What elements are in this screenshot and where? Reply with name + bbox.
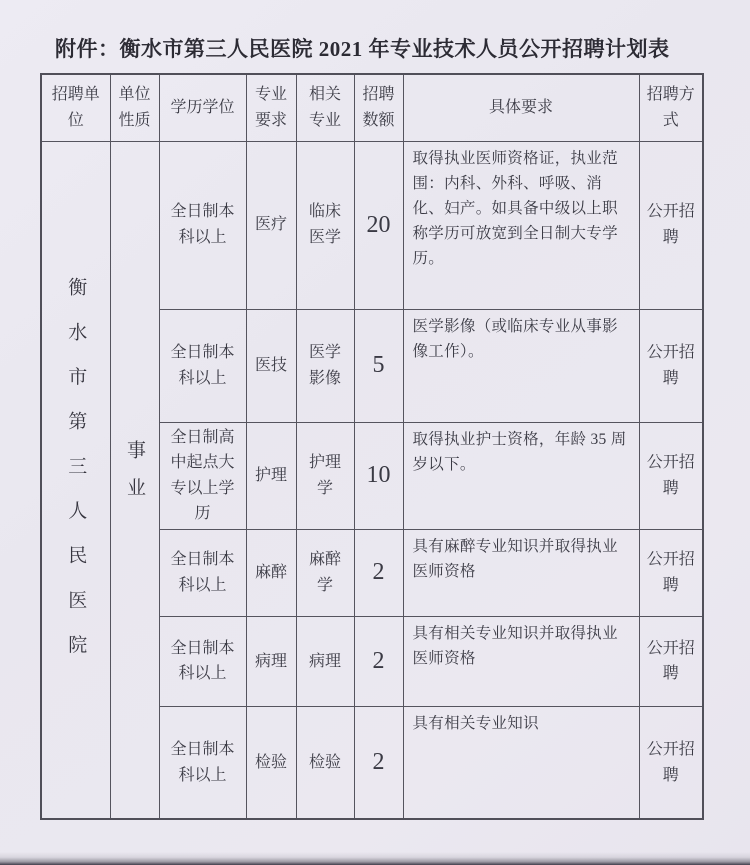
table-header-row (41, 74, 703, 141)
specialty-cell: 检验 (246, 706, 296, 819)
method-cell: 公开招聘 (639, 309, 703, 422)
unit-nature-cell (110, 141, 159, 819)
header-related-major: 相关专业 (296, 74, 354, 141)
education-cell: 全日制本科以上 (159, 706, 246, 819)
related-major-cell: 检验 (296, 706, 354, 819)
quota-cell: 20 (354, 141, 403, 309)
quota-cell: 2 (354, 706, 403, 819)
header-method: 招聘方式 (639, 74, 703, 141)
education-cell: 全日制本科以上 (159, 616, 246, 706)
requirements-cell: 具有麻醉专业知识并取得执业医师资格 (403, 529, 639, 616)
quota-cell: 2 (354, 529, 403, 616)
specialty-cell: 医疗 (246, 141, 296, 309)
related-major-cell: 护理学 (296, 422, 354, 529)
related-major-cell: 医学影像 (296, 309, 354, 422)
header-education: 学历学位 (159, 74, 246, 141)
specialty-cell: 麻醉 (246, 529, 296, 616)
specialty-cell: 病理 (246, 616, 296, 706)
quota-cell: 5 (354, 309, 403, 422)
education-cell: 全日制本科以上 (159, 141, 246, 309)
method-cell: 公开招聘 (639, 616, 703, 706)
quota-cell: 2 (354, 616, 403, 706)
header-unit-nature: 单位性质 (110, 74, 159, 141)
education-cell: 全日制本科以上 (159, 309, 246, 422)
requirements-cell: 取得执业医师资格证，执业范围：内科、外科、呼吸、消化、妇产。如具备中级以上职称学历可放宽到全日制大专学历。 (403, 141, 639, 309)
recruitment-table (40, 73, 704, 820)
specialty-cell: 医技 (246, 309, 296, 422)
method-cell: 公开招聘 (639, 529, 703, 616)
recruiting-unit-cell (41, 141, 110, 819)
recruiting-unit-text: 衡水市第三人民医院 (65, 276, 87, 679)
method-cell: 公开招聘 (639, 706, 703, 819)
requirements-cell: 具有相关专业知识并取得执业医师资格 (403, 616, 639, 706)
related-major-cell: 麻醉学 (296, 529, 354, 616)
related-major-cell: 临床医学 (296, 141, 354, 309)
header-requirements: 具体要求 (403, 74, 639, 141)
requirements-cell: 具有相关专业知识 (403, 706, 639, 819)
education-cell: 全日制本科以上 (159, 529, 246, 616)
quota-cell: 10 (354, 422, 403, 529)
specialty-cell: 护理 (246, 422, 296, 529)
requirements-cell: 取得执业护士资格，年龄 35 周岁以下。 (403, 422, 639, 529)
header-specialty: 专业要求 (246, 74, 296, 141)
table-row (41, 141, 703, 309)
unit-nature-text: 事业 (124, 440, 145, 515)
related-major-cell: 病理 (296, 616, 354, 706)
header-quota: 招聘数额 (354, 74, 403, 141)
bottom-scan-edge (0, 852, 750, 865)
header-recruiting-unit: 招聘单位 (41, 74, 110, 141)
education-cell: 全日制高中起点大专以上学历 (159, 422, 246, 529)
method-cell: 公开招聘 (639, 141, 703, 309)
page-title: 附件：衡水市第三人民医院 2021 年专业技术人员公开招聘计划表 (55, 37, 670, 61)
requirements-cell: 医学影像（或临床专业从事影像工作）。 (403, 309, 639, 422)
method-cell: 公开招聘 (639, 422, 703, 529)
